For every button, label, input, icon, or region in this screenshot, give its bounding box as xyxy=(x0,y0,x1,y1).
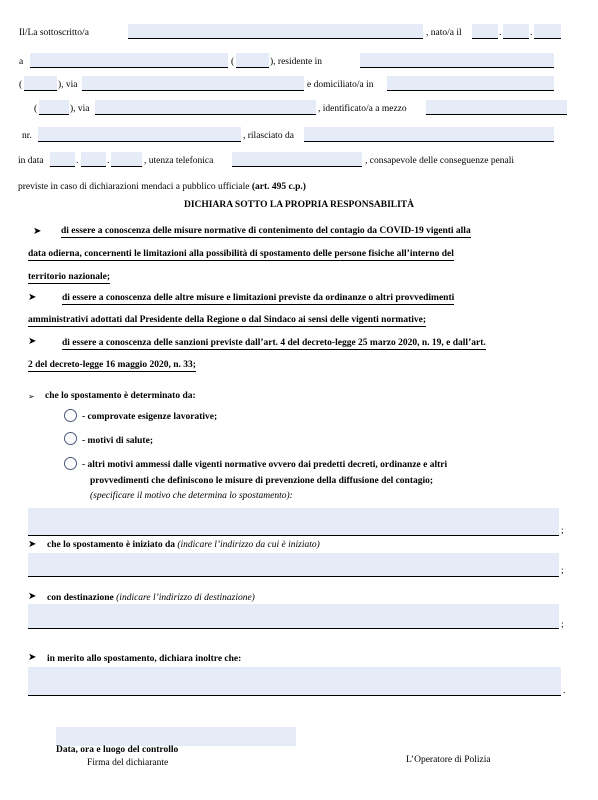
label-via-2: ), via xyxy=(70,104,90,114)
arrow-bullet-icon: ➤ xyxy=(28,591,37,602)
domicile-street-field[interactable] xyxy=(95,100,316,115)
declaration-3-line-2: 2 del decreto-legge 16 maggio 2020, n. 33; xyxy=(28,360,196,370)
start-hint: (indicare l’indirizzo da cui è iniziato) xyxy=(177,540,320,550)
period: . xyxy=(563,686,566,696)
footer-place-label: Data, ora e luogo del controllo xyxy=(56,745,179,755)
declaration-2-line-2: amministrativi adottati dal Presidente della Regione o dal Sindaco ai sensi delle vigenti normative; xyxy=(28,315,427,325)
label-nr: nr. xyxy=(22,131,32,141)
paren-open: ( xyxy=(231,57,235,67)
label-undersigned: Il/La sottoscritto/a xyxy=(19,28,89,38)
paren-open: ( xyxy=(34,104,38,114)
reason-other-line-2: provvedimenti che definiscono le misure di prevenzione della diffusione del contagio; xyxy=(90,476,434,486)
label-released: , rilasciato da xyxy=(243,131,294,141)
sep: . xyxy=(499,28,502,38)
footer-officer-label: L’Operatore di Polizia xyxy=(406,755,491,765)
reason-intro: che lo spostamento è determinato da: xyxy=(45,391,196,401)
label-domicile: e domiciliato/a in xyxy=(307,80,374,90)
sep: . xyxy=(107,156,110,166)
arrow-bullet-icon: ➤ xyxy=(28,336,37,347)
start-line xyxy=(47,540,320,551)
issue-month-field[interactable] xyxy=(81,152,106,167)
domicile-city-field[interactable] xyxy=(387,76,554,91)
label-via: ), via xyxy=(58,80,78,90)
reason-health-label: - motivi di salute; xyxy=(82,436,153,446)
penalty-line xyxy=(18,182,306,193)
issue-day-field[interactable] xyxy=(50,152,75,167)
footer-signature-label: Firma del dichiarante xyxy=(87,758,169,768)
reason-work-radio[interactable] xyxy=(64,409,77,422)
penalty-ref: (art. 495 c.p.) xyxy=(251,182,306,192)
document-number-field[interactable] xyxy=(38,127,241,142)
domicile-province-field[interactable] xyxy=(39,100,69,115)
destination-hint: (indicare l’indirizzo di destinazione) xyxy=(116,593,255,603)
arrow-bullet-icon: ➢ xyxy=(28,392,35,401)
reason-other-hint: (specificare il motivo che determina lo spostamento): xyxy=(90,491,293,501)
label-a: a xyxy=(19,57,24,67)
paren-open: ( xyxy=(19,80,23,90)
label-phone: , utenza telefonica xyxy=(144,156,214,166)
reason-specify-field[interactable] xyxy=(28,508,559,536)
birth-province-field[interactable] xyxy=(236,53,269,68)
issue-year-field[interactable] xyxy=(111,152,142,167)
phone-field[interactable] xyxy=(232,152,362,167)
further-declaration-field[interactable] xyxy=(28,667,561,696)
birth-year-field[interactable] xyxy=(534,24,561,39)
penalty-text: previste in caso di dichiarazioni mendaci a pubblico ufficiale xyxy=(18,182,250,192)
name-field[interactable] xyxy=(128,24,423,39)
semicolon: ; xyxy=(561,620,564,630)
reason-health-radio[interactable] xyxy=(64,432,77,445)
reason-other-radio[interactable] xyxy=(64,457,77,470)
label-born: , nato/a il xyxy=(426,28,462,38)
declaration-1-line-3: territorio nazionale; xyxy=(28,272,111,282)
further-label: in merito allo spostamento, dichiara inoltre che: xyxy=(47,654,242,664)
semicolon: ; xyxy=(561,566,564,576)
start-address-field[interactable] xyxy=(28,553,559,577)
arrow-bullet-icon: ➤ xyxy=(28,292,37,303)
label-date: in data xyxy=(18,156,44,166)
issued-by-field[interactable] xyxy=(304,127,554,142)
residence-city-field[interactable] xyxy=(360,53,554,68)
declaration-1-line-1: di essere a conoscenza delle misure normative di contenimento del contagio da COVID-19 vigenti alla xyxy=(61,226,471,236)
reason-other-line-1: - altri motivi ammessi dalle vigenti normative ovvero dai predetti decreti, ordinanze e altri xyxy=(82,460,448,470)
reason-work-label: - comprovate esigenze lavorative; xyxy=(82,412,218,422)
label-aware: , consapevole delle conseguenze penali xyxy=(365,156,515,166)
arrow-bullet-icon: ➤ xyxy=(28,652,37,663)
residence-province-field[interactable] xyxy=(24,76,57,91)
birth-day-field[interactable] xyxy=(472,24,498,39)
arrow-bullet-icon: ➤ xyxy=(28,539,37,550)
place-date-field[interactable] xyxy=(56,727,296,746)
residence-street-field[interactable] xyxy=(82,76,304,91)
declaration-1-line-2: data odierna, concernenti le limitazioni alla possibilità di spostamento delle persone fisiche all’interno del xyxy=(28,249,454,259)
label-resident: ), residente in xyxy=(270,57,322,67)
sep: . xyxy=(76,156,79,166)
birth-place-field[interactable] xyxy=(30,53,228,68)
destination-address-field[interactable] xyxy=(28,604,559,629)
birth-month-field[interactable] xyxy=(503,24,529,39)
arrow-bullet-icon: ➤ xyxy=(33,226,42,237)
destination-label: con destinazione xyxy=(47,593,114,603)
declaration-heading: DICHIARA SOTTO LA PROPRIA RESPONSABILITÀ xyxy=(184,200,414,210)
label-identified: , identificato/a a mezzo xyxy=(318,104,407,114)
semicolon: ; xyxy=(561,526,564,536)
sep: . xyxy=(530,28,533,38)
destination-line xyxy=(47,593,255,604)
id-document-field[interactable] xyxy=(426,100,567,115)
declaration-2-line-1: di essere a conoscenza delle altre misure e limitazioni previste da ordinanze o altri provvedimenti xyxy=(62,293,455,303)
start-label: che lo spostamento è iniziato da xyxy=(47,540,175,550)
declaration-3-line-1: di essere a conoscenza delle sanzioni previste dall’art. 4 del decreto-legge 25 marzo 2020, n. 19, e dall’art. xyxy=(62,338,486,348)
